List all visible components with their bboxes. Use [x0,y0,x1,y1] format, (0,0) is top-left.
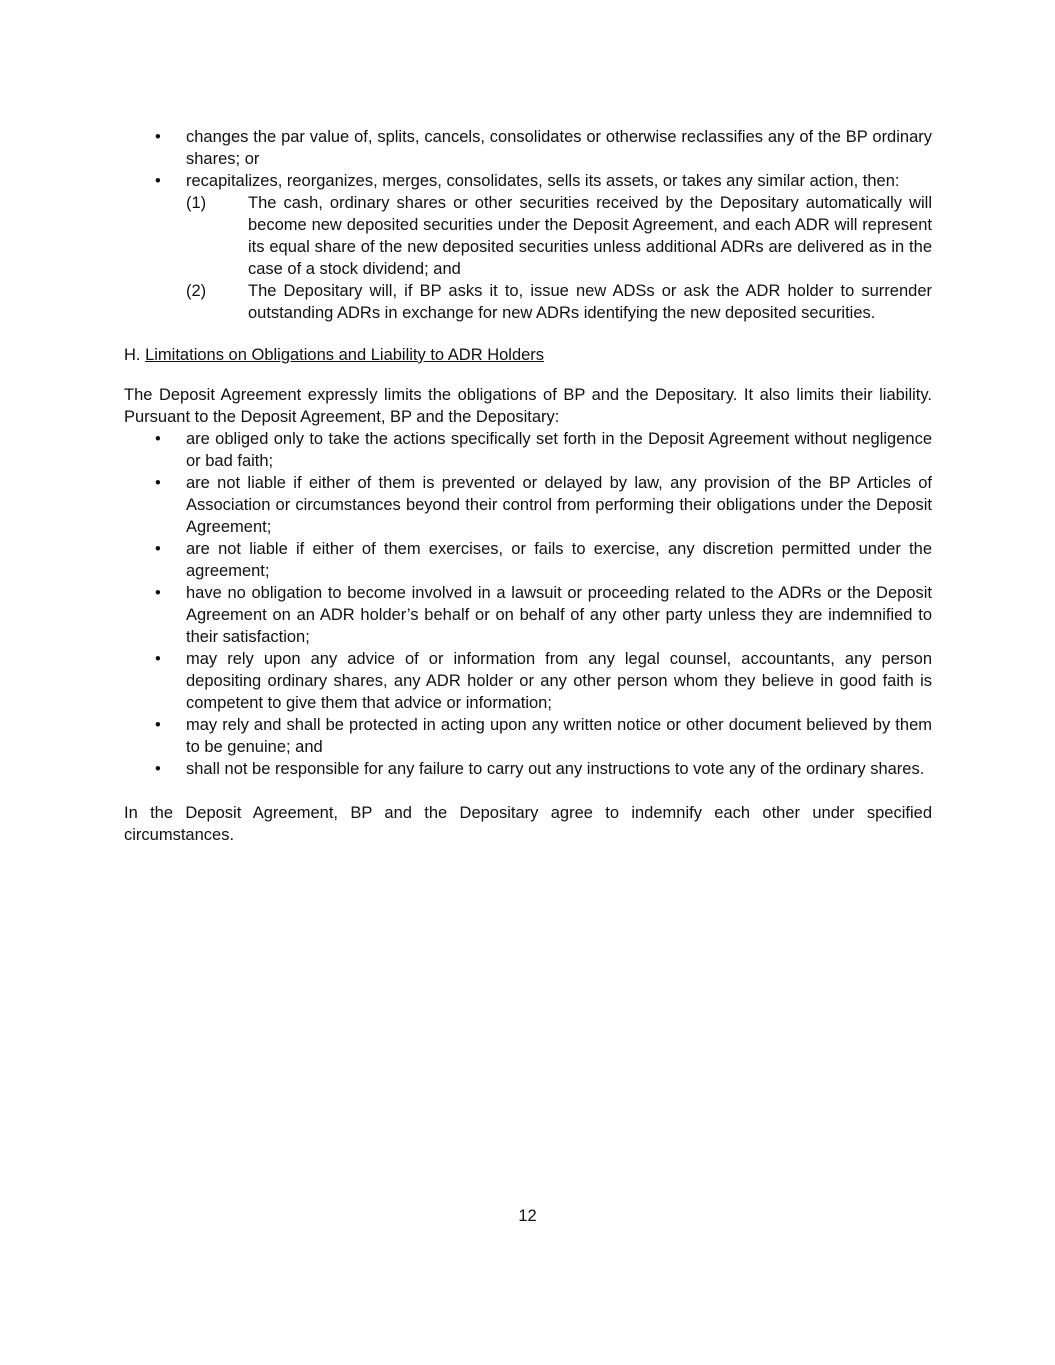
list-item [124,648,932,714]
list-item-text: changes the par value of, splits, cancels, consolidates or otherwise reclassifies any of the BP ordinary shares; or [186,128,932,168]
bullet-icon: • [155,716,161,734]
list-item [124,428,932,472]
bullet-icon: • [155,172,161,190]
list-item [124,170,932,324]
page-content [124,126,932,846]
bullet-icon: • [155,760,161,778]
list-item [124,538,932,582]
list-item-text: are not liable if either of them exercises, or fails to exercise, any discretion permitted under the agreement; [186,540,932,580]
page-number: 12 [518,1207,537,1225]
bullet-icon: • [155,430,161,448]
closing-paragraph: In the Deposit Agreement, BP and the Depositary agree to indemnify each other under specified circumstances. [124,804,932,844]
corporate-actions-list [124,126,932,324]
numbered-item [186,192,932,280]
numbered-item-text: The cash, ordinary shares or other securities received by the Depositary automatically will become new deposited securities under the Deposit Agreement, and each ADR will represent its equal share of the new deposited securities unless additional ADRs are delivered as in the case of a stock dividend; and [248,194,932,278]
item-number: (1) [186,194,207,212]
section-heading [124,344,932,366]
list-item-text: are obliged only to take the actions specifically set forth in the Deposit Agreement without negligence or bad faith; [186,430,932,470]
section-intro-paragraph: The Deposit Agreement expressly limits the obligations of BP and the Depositary. It also limits their liability. Pursuant to the Deposit Agreement, BP and the Depositary: [124,386,932,426]
item-number: (2) [186,282,207,300]
list-item-text: recapitalizes, reorganizes, merges, consolidates, sells its assets, or takes any similar action, then: [186,172,900,190]
list-item-text: shall not be responsible for any failure to carry out any instructions to vote any of the ordinary shares. [186,760,925,778]
numbered-item-text: The Depositary will, if BP asks it to, issue new ADSs or ask the ADR holder to surrender outstanding ADRs in exchange for new ADRs identifying the new deposited securities. [248,282,932,322]
bullet-icon: • [155,474,161,492]
list-item [124,714,932,758]
list-item [124,582,932,648]
bullet-icon: • [155,650,161,668]
list-item [124,472,932,538]
section-title: Limitations on Obligations and Liability to ADR Holders [145,346,545,364]
section-letter: H. [124,346,141,364]
list-item-text: have no obligation to become involved in a lawsuit or proceeding related to the ADRs or the Deposit Agreement on an ADR holder’s behalf or on behalf of any other party unless they are indemnified to their satisfaction; [186,584,932,646]
bullet-icon: • [155,128,161,146]
list-item-text: are not liable if either of them is prevented or delayed by law, any provision of the BP Articles of Association or circumstances beyond their control from performing their obligations under the Deposit Agreement; [186,474,932,536]
numbered-item [186,280,932,324]
list-item [124,126,932,170]
list-item-text: may rely upon any advice of or information from any legal counsel, accountants, any person depositing ordinary shares, any ADR holder or any other person whom they believe in good faith is competent to give them that advice or information; [186,650,932,712]
bullet-icon: • [155,584,161,602]
numbered-sublist [186,192,932,324]
limitations-list [124,428,932,780]
bullet-icon: • [155,540,161,558]
list-item [124,758,932,780]
list-item-text: may rely and shall be protected in acting upon any written notice or other document believed by them to be genuine; and [186,716,932,756]
